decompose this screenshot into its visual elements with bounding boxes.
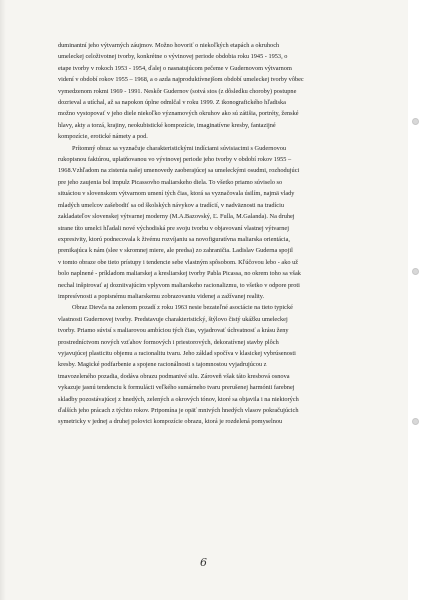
text-line: rukopisnou faktúrou, uplatňovanou vo vývinovej periode jeho tvorby v období rokov 1955 – xyxy=(58,156,292,164)
text-line: nechal inšpirovať aj dozniivajúcim vplyvom maliarskeho racionalizmu, to všetko v odpore proti xyxy=(58,281,300,289)
text-line: vymedzenom rokmi 1969 - 1991. Neskôr Gudernov (sotvá stos (z dôsledku choroby) postupne xyxy=(58,87,297,95)
text-line: dozrieval a utíchal, až sa napokon úplne odmlčal v roku 1999. Z ikonografického hľadiska xyxy=(58,99,286,107)
text-line: situáciou v slovenskom výtvarnom umení tých čias, ktorá sa vyznačovala úsilím, najmä vlady xyxy=(58,190,295,198)
binding-hole xyxy=(412,268,419,275)
text-line: skladby pozostávajúcej z hnedých, zelených a okrových tónov, ktoré sa objavila i na niektorých xyxy=(58,395,299,403)
text-line: bolo naplnené - príkladom maliarskej a kresliarskej tvorby Pabla Picassa, no okrem toho sa však xyxy=(58,270,301,278)
text-line: vykazuje jasnú tendenciu k formulácii veľkého sumárneho tvaru prerušenej harmónii farebnej xyxy=(58,384,295,392)
text-line: vyjavujúcej plasticitu objemu a racionalitu tvaru. Jeho základ spočíva v klasickej vybrúsenosti xyxy=(58,349,296,357)
binding-hole xyxy=(412,418,419,425)
text-line: vlastnosti Gudernovej tvorby. Predstavuje charakteristický, štýlovo čistý ukážku umeleckej xyxy=(58,315,288,323)
text-line: Prítomný obraz sa vyznačuje charakteristickými indíciami súvisiacimi s Gudernovou xyxy=(72,144,287,152)
text-line: prenikajúca k nám (slee v skromnej miere, ale predsa) zo zahraničia. Ladislav Guderna spojil xyxy=(58,247,293,255)
text-line: mladých umelcov zašebodiť sa od školských návykov a tradícií, v nadväznosti na tradíciu xyxy=(58,201,284,209)
text-line: strane títo umelci hľadali nové východiská pre svoju tvorbu v objavovaní vlastnej výtvarnej xyxy=(58,224,289,232)
binding-strip xyxy=(408,0,424,600)
text-line: zakladateľov slovenskej výtvarnej moderny (M.A.Bazovský, Ľ. Fulla, M.Galanda). Na druhej xyxy=(58,213,295,221)
text-line: hlavy, akty a torzá, krajiny, neokubistické kompozície, imaginatívne kresby, fantazijné xyxy=(58,121,276,129)
text-line: Obraz Dievča na zelenom pozadí z roku 1963 nesie bezateľné asociácie na tieto typické xyxy=(72,304,293,312)
page-edge-shadow xyxy=(0,0,6,600)
binding-hole xyxy=(412,118,419,125)
text-line: umeleckej celoživotnej tvorby, konkrétne o vývinovej periode obdobia roku 1945 - 1953, o xyxy=(58,53,288,61)
text-line: 1968.Vzhľadom na zistenia našej umenovedy zaoberajúcej sa umeleckými osudmi, rozhodujúci xyxy=(58,167,300,175)
text-line: kompozície, erotické námety a pod. xyxy=(58,133,148,141)
text-line: ďalších jeho prácach z týchto rokov. Pripomína je opäť mnivých hnedých vlasov pokračujúcich xyxy=(58,407,299,414)
text-line: symetricky v jednej a druhej polovici kompozície obrazu, ktorá je rozdelená pomyselnou xyxy=(58,418,283,426)
document-body-text xyxy=(58,40,370,428)
text-line: pre jeho zaujenia bol impulz Picassovho maliarskeho diela. To všetko priamo súviselo so xyxy=(58,178,283,186)
text-line: tvorby. Priamo súvisí s maliarovou ambíciou tých čias, vyjadrovať úchvatnosť a krásu ženy xyxy=(58,327,289,335)
text-line: expresivity, ktorú podnecovala k živému rozvíjaniu sa novofiguratívna maliarska orientácia, xyxy=(58,235,290,243)
text-line: v tomto obraze obe tieto prístupy i tendencie sebe vlastným spôsobom. Kľúčovou lebo - ako už xyxy=(58,258,299,266)
text-line: prostredníctvom nových vzťahov formových i priestorových, dekoratívnej stavby plôch xyxy=(58,338,279,346)
text-line: možno vystopovať v jeho diele niekoľko významových okruhov ako sú zátišia, portréty, ženské xyxy=(58,110,299,118)
text-line: etape tvorby v rokoch 1953 - 1954, ďalej o nasnatujúcom pečeme v Gudernovom výtvarnom xyxy=(58,64,292,72)
text-line: tmavozeleného pozadia, dodáva obrazu podmanivé silu. Zároveň však táto kresbová osnova xyxy=(58,372,290,380)
text-line: impresívnosti a popisnému maliarskemu zobrazovaniu videnej a zažívanej reality. xyxy=(58,292,265,300)
text-line: duminantní jeho výtvarných záujmov. Možno hovoriť o niekoľkých etapách a okruhoch xyxy=(58,42,280,49)
text-line: videní v období rokov 1955 – 1968, a o azda najproduktívnejšom období umeleckej tvorby vôbec xyxy=(58,76,304,84)
page-number: 6 xyxy=(200,556,207,569)
text-line: kresby. Magické podfarbenie a spojene racionálnosti s tajomnostou vyjadrujúcou z xyxy=(58,361,267,369)
